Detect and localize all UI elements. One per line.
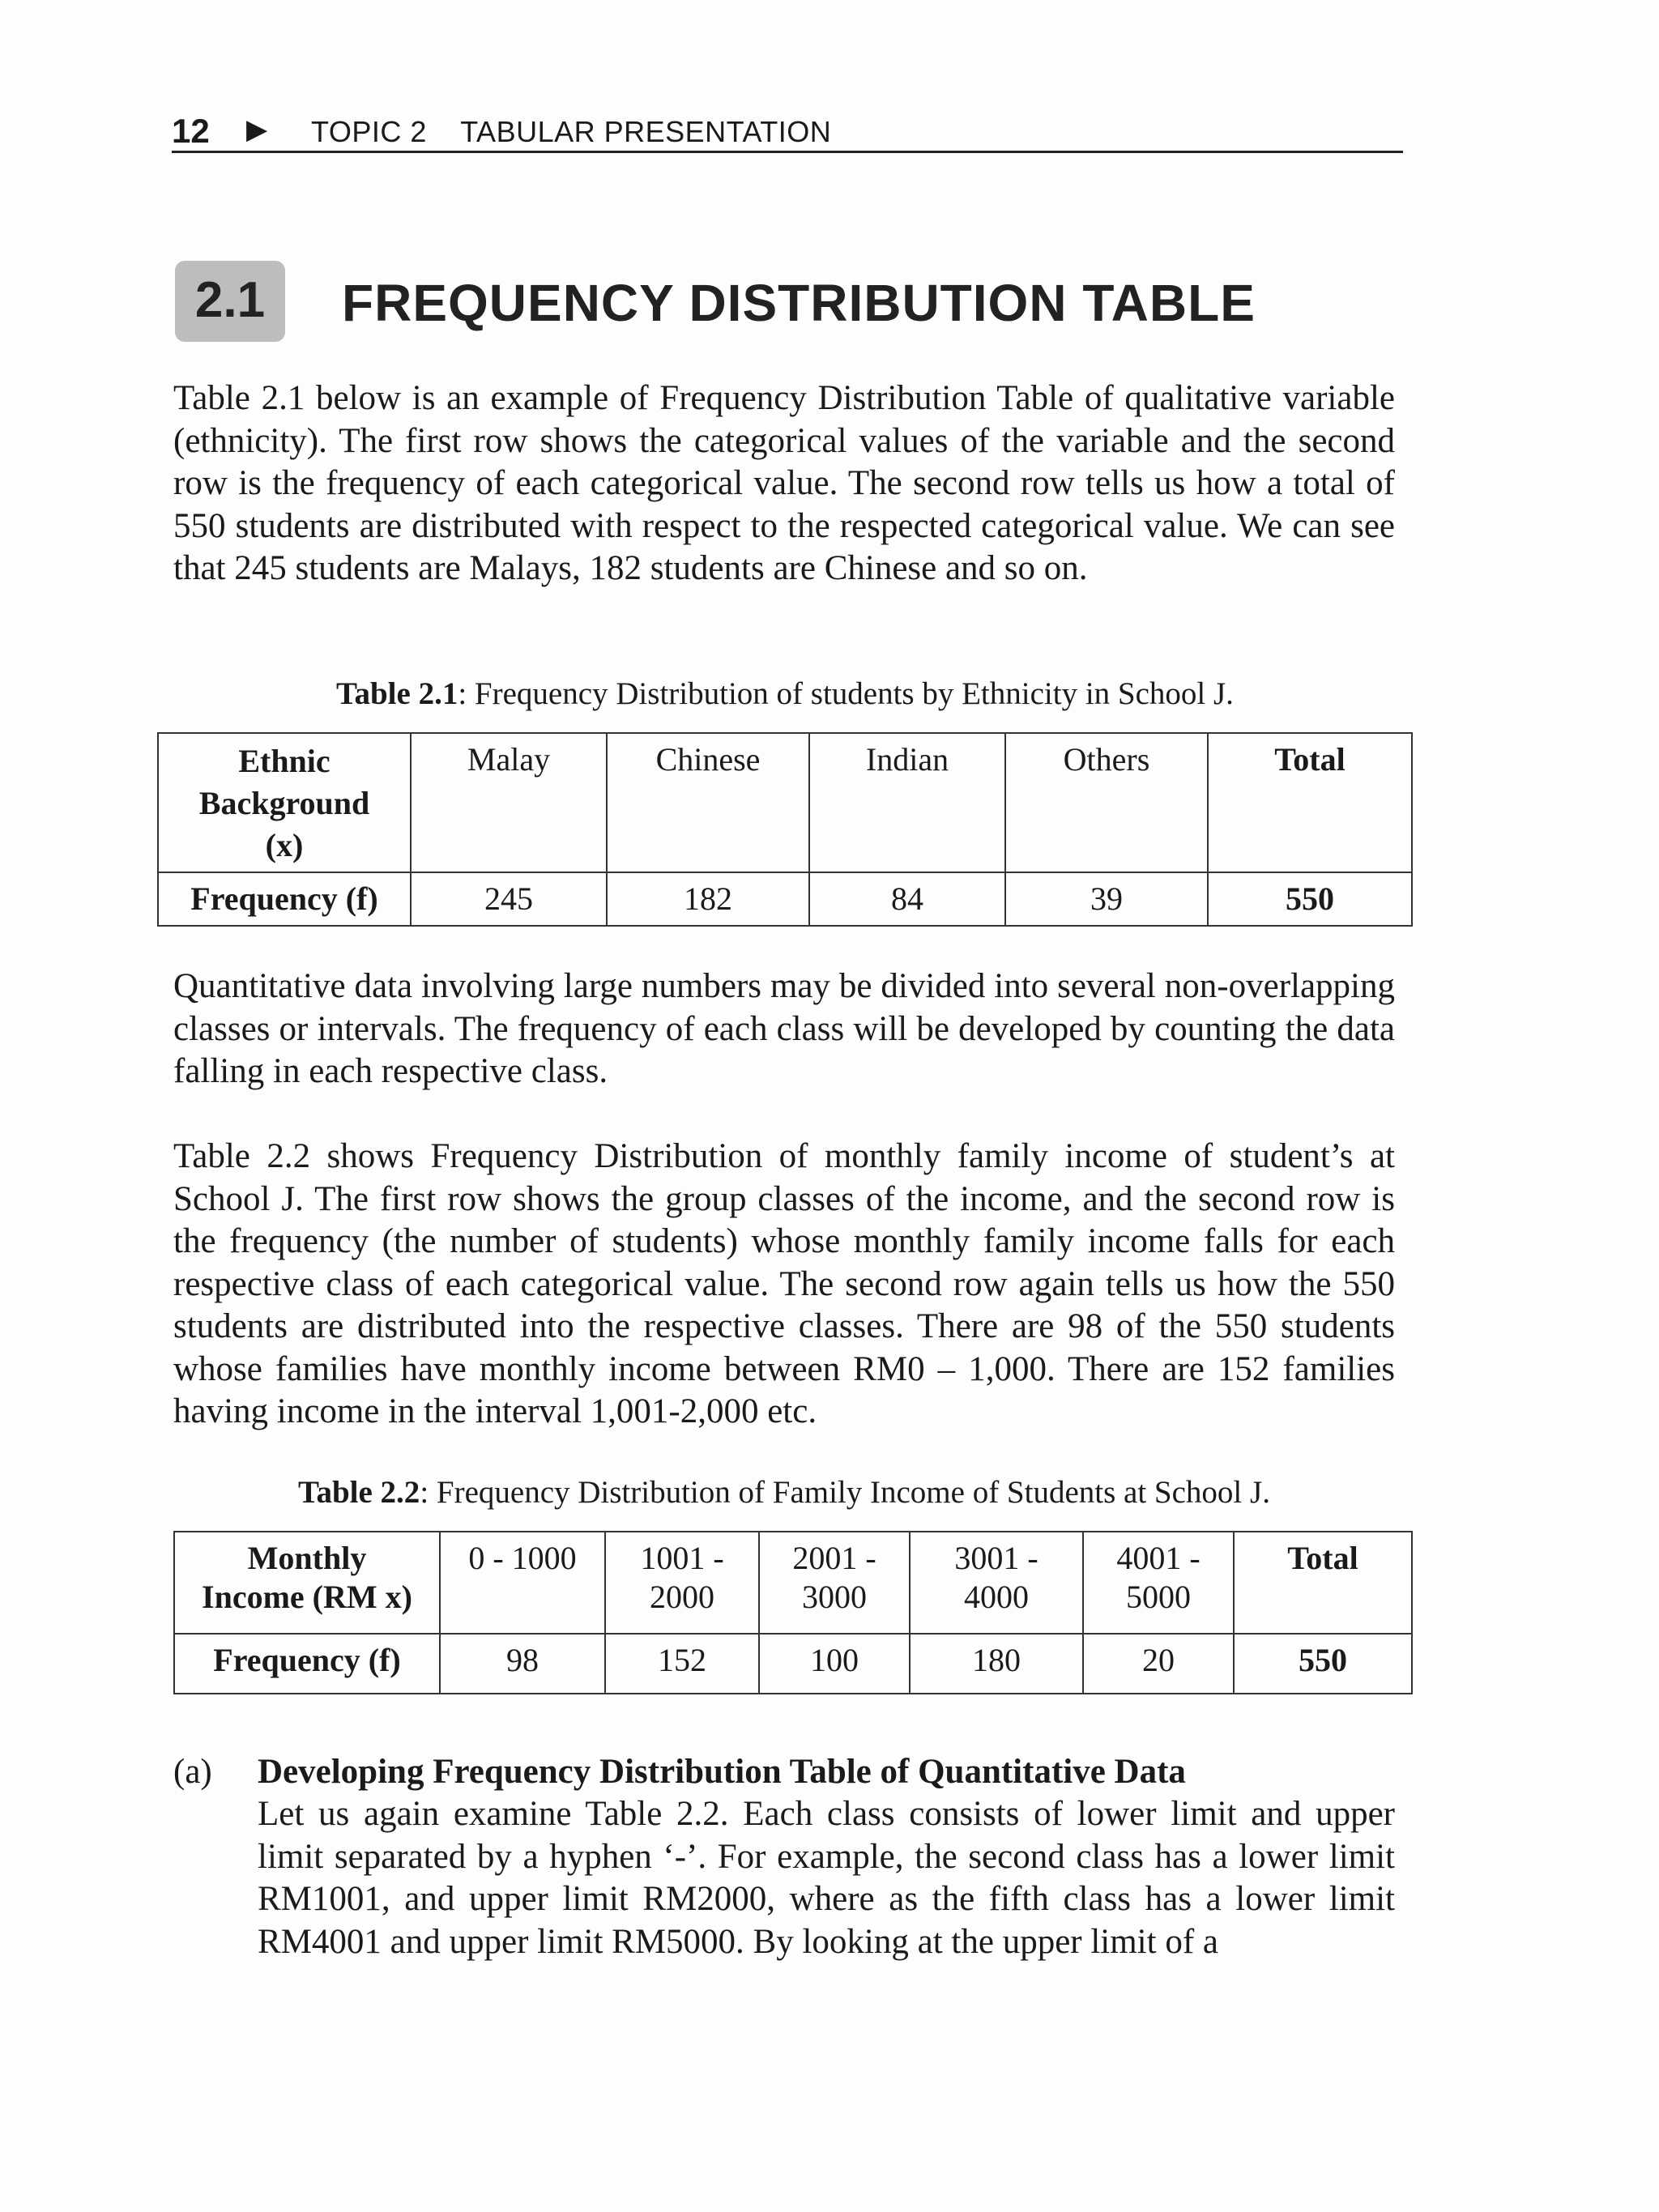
table2-cell: 98 bbox=[440, 1634, 605, 1694]
table2-header-cell: 3001 - 4000 bbox=[910, 1532, 1083, 1634]
section-title: FREQUENCY DISTRIBUTION TABLE bbox=[342, 274, 1256, 332]
table2-header-cell: 2001 - 3000 bbox=[759, 1532, 910, 1634]
paragraph-subsection: Let us again examine Table 2.2. Each class consists of lower limit and upper limit separated by a hyphen ‘-’. For example, the second class has a lower limit RM1001, and upper limit RM2000, where as the fifth class has a lower limit RM4001 and upper limit RM5000. By looking at the upper limit of a bbox=[258, 1795, 1395, 1961]
table2-caption bbox=[173, 1474, 1395, 1511]
table2-header-cell: 4001 - 5000 bbox=[1083, 1532, 1234, 1634]
table2-header-cell: 0 - 1000 bbox=[440, 1532, 605, 1634]
section-number: 2.1 bbox=[175, 261, 285, 342]
subsection-label: (a) bbox=[173, 1753, 212, 1791]
table1-caption-text: : Frequency Distribution of students by Ethnicity in School J. bbox=[458, 676, 1234, 711]
table2-cell: 100 bbox=[759, 1634, 910, 1694]
table1-cell: 84 bbox=[809, 872, 1005, 926]
table1-cell: Frequency (f) bbox=[158, 872, 411, 926]
topic-title: TOPIC 2 TABULAR PRESENTATION bbox=[311, 115, 832, 148]
table2-caption-label: Table 2.2 bbox=[298, 1475, 420, 1510]
table2-header-cell: Total bbox=[1234, 1532, 1412, 1634]
paragraph-quantitative: Quantitative data involving large numbers may be divided into several non-overlapping classes or intervals. The frequency of each class will be developed by counting the data falling in each respective class. bbox=[173, 967, 1395, 1090]
subsection-title: Developing Frequency Distribution Table of Quantitative Data bbox=[258, 1753, 1186, 1791]
table2-cell: 20 bbox=[1083, 1634, 1234, 1694]
table2-frequency-row bbox=[174, 1634, 1412, 1694]
table2-header-row bbox=[174, 1532, 1412, 1634]
table1-header-cell: Malay bbox=[411, 733, 607, 872]
table2-cell: Frequency (f) bbox=[174, 1634, 440, 1694]
running-header bbox=[172, 110, 1403, 153]
paragraph-intro: Table 2.1 below is an example of Frequency Distribution Table of qualitative variable (ethnicity). The first row shows the categorical values of the variable and the second row is the frequency of each categorical value. The second row tells us how a total of 550 students are distributed with respect to the respected categorical value. We can see that 245 students are Malays, 182 students are Chinese and so on. bbox=[173, 379, 1395, 587]
table-ethnicity bbox=[157, 732, 1413, 927]
table2-header-cell: 1001 - 2000 bbox=[605, 1532, 759, 1634]
table2-caption-text: : Frequency Distribution of Family Income of Students at School J. bbox=[420, 1475, 1270, 1510]
table1-header-cell: Total bbox=[1208, 733, 1412, 872]
table2-cell: 550 bbox=[1234, 1634, 1412, 1694]
table1-cell: 550 bbox=[1208, 872, 1412, 926]
page-number: 12 bbox=[172, 112, 210, 150]
table1-header-cell: Indian bbox=[809, 733, 1005, 872]
table1-cell: 182 bbox=[607, 872, 809, 926]
table1-frequency-row bbox=[158, 872, 1412, 926]
table1-cell: 245 bbox=[411, 872, 607, 926]
table2-cell: 152 bbox=[605, 1634, 759, 1694]
table1-caption bbox=[159, 676, 1411, 712]
table-family-income bbox=[173, 1531, 1413, 1694]
table2-cell: 180 bbox=[910, 1634, 1083, 1694]
table1-header-cell: Ethnic Background (x) bbox=[158, 733, 411, 872]
table1-caption-label: Table 2.1 bbox=[336, 676, 458, 711]
table1-cell: 39 bbox=[1005, 872, 1208, 926]
table1-header-cell: Chinese bbox=[607, 733, 809, 872]
table1-header-row bbox=[158, 733, 1412, 872]
table1-header-cell: Others bbox=[1005, 733, 1208, 872]
paragraph-table2-description: Table 2.2 shows Frequency Distribution of monthly family income of student’s at School J. The first row shows the group classes of the income, and the second row is the frequency (the number of students) whose monthly family income falls for each respective class of each categorical value. The second row again tells us how the 550 students are distributed into the respective classes. There are 98 of the 550 students whose families have monthly income between RM0 – 1,000. There are 152 families having income in the interval 1,001-2,000 etc. bbox=[173, 1137, 1395, 1430]
table2-header-cell: Monthly Income (RM x) bbox=[174, 1532, 440, 1634]
arrow-right-icon: ▶ bbox=[246, 114, 268, 145]
